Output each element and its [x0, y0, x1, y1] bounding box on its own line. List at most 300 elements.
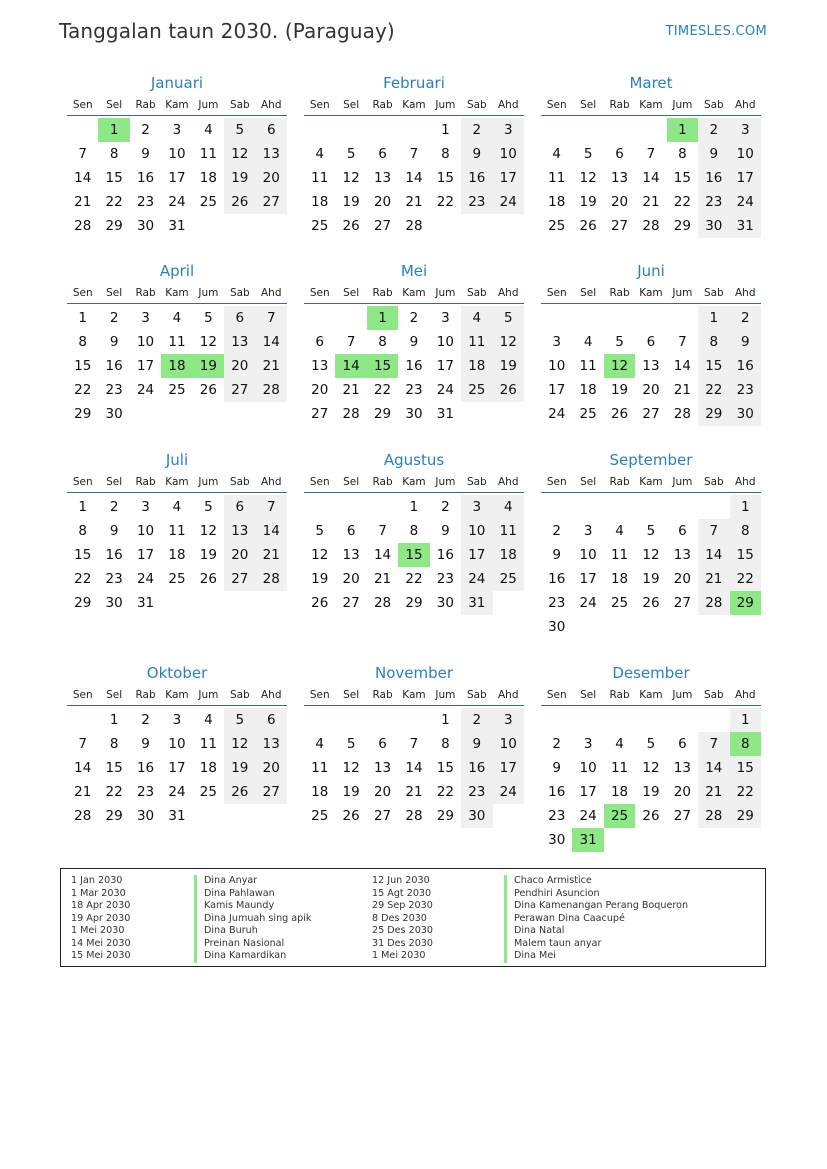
weekday-label: Rab — [135, 99, 156, 111]
day-cell: 27 — [256, 780, 287, 804]
holiday-date: 18 Apr 2030 — [71, 900, 131, 911]
empty-cell — [635, 306, 666, 330]
day-cell: 23 — [698, 190, 729, 214]
day-cell: 11 — [311, 760, 329, 776]
day-cell: 4 — [493, 495, 524, 519]
day-cell: 3 — [552, 334, 561, 350]
day-cell: 25 — [610, 595, 629, 611]
day-cell: 29 — [673, 218, 691, 234]
day-cell: 13 — [673, 760, 691, 776]
month-september — [541, 447, 761, 639]
day-cell: 6 — [224, 495, 255, 519]
weekday-label: Ahd — [734, 476, 756, 488]
weekday-label: Ahd — [260, 99, 282, 111]
week-row — [67, 780, 287, 804]
day-cell: 30 — [698, 214, 729, 238]
legend-left-names — [194, 875, 311, 963]
week-row — [67, 804, 287, 828]
day-cell: 15 — [105, 170, 123, 186]
week-row — [541, 495, 761, 519]
empty-cell — [667, 306, 698, 330]
day-cell: 16 — [136, 170, 155, 186]
day-cell: 12 — [199, 523, 217, 539]
weekday-label: Kam — [402, 476, 426, 488]
day-cell: 7 — [78, 146, 87, 162]
day-cell: 28 — [405, 808, 423, 824]
day-cell: 19 — [342, 194, 360, 210]
day-cell: 30 — [730, 402, 761, 426]
week-row — [67, 214, 287, 238]
week-row — [67, 306, 287, 330]
holiday-day-cell: 19 — [193, 354, 224, 378]
week-row — [541, 142, 761, 166]
day-cell: 30 — [461, 804, 492, 828]
day-cell: 8 — [109, 146, 119, 162]
week-row — [541, 543, 761, 567]
day-cell: 2 — [461, 708, 492, 732]
day-cell: 30 — [136, 808, 155, 824]
legend-left-dates — [71, 875, 131, 963]
week-row — [67, 756, 287, 780]
day-cell: 30 — [105, 406, 123, 422]
day-cell: 6 — [256, 118, 287, 142]
empty-cell — [604, 708, 635, 732]
empty-cell — [461, 402, 492, 426]
empty-cell — [304, 118, 335, 142]
empty-cell — [430, 214, 461, 238]
day-cell: 8 — [109, 736, 119, 752]
day-cell: 16 — [461, 166, 492, 190]
day-cell: 11 — [311, 170, 329, 186]
day-cell: 13 — [610, 170, 629, 186]
day-cell: 24 — [168, 194, 186, 210]
week-row — [67, 330, 287, 354]
day-cell: 1 — [441, 712, 450, 728]
week-row — [304, 519, 524, 543]
day-cell: 24 — [136, 382, 155, 398]
weekday-header — [304, 283, 524, 304]
month-november — [304, 660, 524, 852]
weekday-label: Jum — [672, 287, 693, 299]
day-cell: 18 — [168, 547, 186, 563]
day-cell: 20 — [373, 784, 392, 800]
month-mei — [304, 258, 524, 426]
week-row — [304, 804, 524, 828]
legend-right-dates — [372, 875, 433, 963]
day-cell: 21 — [373, 571, 392, 587]
week-row — [304, 591, 524, 615]
day-cell: 24 — [730, 190, 761, 214]
weekday-label: Sab — [466, 476, 487, 488]
weekday-label: Sel — [343, 476, 360, 488]
month-juli — [67, 447, 287, 639]
day-cell: 8 — [78, 523, 87, 539]
weekday-label: Rab — [372, 287, 393, 299]
day-cell: 16 — [405, 358, 423, 374]
day-cell: 14 — [673, 358, 691, 374]
holiday-day-cell: 29 — [730, 591, 761, 615]
holiday-name: Chaco Armistice — [504, 875, 688, 888]
day-cell: 11 — [579, 358, 597, 374]
day-cell: 3 — [141, 499, 150, 515]
day-cell: 23 — [730, 378, 761, 402]
day-cell: 24 — [579, 595, 597, 611]
empty-cell — [335, 708, 366, 732]
day-cell: 16 — [548, 784, 566, 800]
day-cell: 12 — [342, 170, 360, 186]
weekday-label: Sab — [229, 287, 250, 299]
weekday-label: Kam — [402, 287, 426, 299]
day-cell: 27 — [256, 190, 287, 214]
day-cell: 1 — [78, 310, 87, 326]
week-row — [304, 543, 524, 567]
week-row — [304, 306, 524, 330]
day-cell: 27 — [342, 595, 360, 611]
day-cell: 19 — [199, 547, 217, 563]
week-row — [304, 190, 524, 214]
day-cell: 10 — [136, 523, 155, 539]
month-title: Agustus — [383, 451, 445, 469]
week-row — [304, 402, 524, 426]
holiday-date: 25 Des 2030 — [372, 925, 434, 936]
day-cell: 2 — [109, 310, 119, 326]
week-row — [67, 732, 287, 756]
week-row — [67, 354, 287, 378]
weekday-label: Sel — [106, 689, 123, 701]
month-row — [67, 70, 761, 238]
day-cell: 10 — [493, 142, 524, 166]
holiday-day-cell: 25 — [604, 804, 635, 828]
empty-cell — [604, 495, 635, 519]
empty-cell — [161, 591, 192, 615]
empty-cell — [698, 828, 729, 852]
weekday-label: Ahd — [497, 476, 519, 488]
weekday-label: Sen — [546, 689, 567, 701]
holiday-day-cell: 31 — [572, 828, 603, 852]
day-cell: 8 — [378, 334, 387, 350]
day-cell: 1 — [698, 306, 729, 330]
weekday-label: Ahd — [497, 99, 519, 111]
day-cell: 14 — [256, 519, 287, 543]
week-row — [541, 615, 761, 639]
day-cell: 21 — [405, 784, 423, 800]
weekday-label: Ahd — [734, 689, 756, 701]
weekday-label: Ahd — [734, 99, 756, 111]
weekday-label: Sen — [546, 287, 567, 299]
week-row — [541, 214, 761, 238]
day-cell: 4 — [583, 334, 593, 350]
day-cell: 9 — [141, 736, 150, 752]
week-row — [304, 780, 524, 804]
holiday-name: Dina Anyar — [194, 875, 311, 888]
empty-cell — [367, 708, 398, 732]
weekday-label: Kam — [402, 689, 426, 701]
day-cell: 25 — [311, 218, 329, 234]
day-cell: 26 — [311, 595, 329, 611]
day-cell: 13 — [256, 142, 287, 166]
day-cell: 28 — [373, 595, 392, 611]
day-cell: 22 — [405, 571, 423, 587]
month-title: November — [374, 664, 454, 682]
day-cell: 9 — [141, 146, 150, 162]
week-row — [304, 330, 524, 354]
day-cell: 19 — [610, 382, 629, 398]
day-cell: 13 — [642, 358, 660, 374]
day-cell: 1 — [78, 499, 87, 515]
day-cell: 20 — [224, 354, 255, 378]
day-cell: 20 — [673, 784, 691, 800]
day-cell: 17 — [461, 543, 492, 567]
holiday-day-cell: 1 — [367, 306, 398, 330]
day-cell: 11 — [461, 330, 492, 354]
week-row — [304, 142, 524, 166]
month-title: Maret — [629, 74, 673, 92]
day-cell: 31 — [730, 214, 761, 238]
holiday-name: Dina Kamenangan Perang Boqueron — [504, 900, 688, 913]
day-cell: 25 — [579, 406, 597, 422]
day-cell: 17 — [136, 547, 155, 563]
day-cell: 9 — [461, 732, 492, 756]
empty-cell — [256, 591, 287, 615]
day-cell: 10 — [493, 732, 524, 756]
day-cell: 22 — [436, 194, 454, 210]
weekday-label: Sab — [229, 476, 250, 488]
day-cell: 27 — [224, 567, 255, 591]
week-row — [304, 354, 524, 378]
day-cell: 12 — [493, 330, 524, 354]
day-cell: 2 — [409, 310, 419, 326]
day-cell: 15 — [74, 358, 92, 374]
day-cell: 4 — [552, 146, 561, 162]
day-cell: 16 — [730, 354, 761, 378]
day-cell: 22 — [698, 378, 729, 402]
holiday-day-cell: 15 — [398, 543, 429, 567]
day-cell: 18 — [461, 354, 492, 378]
day-cell: 28 — [673, 406, 691, 422]
day-cell: 7 — [409, 736, 419, 752]
day-cell: 5 — [646, 736, 656, 752]
day-cell: 27 — [373, 218, 392, 234]
day-cell: 3 — [730, 118, 761, 142]
day-cell: 18 — [493, 543, 524, 567]
empty-cell — [541, 118, 572, 142]
day-cell: 17 — [548, 382, 566, 398]
empty-cell — [304, 306, 335, 330]
weekday-label: Sab — [703, 99, 724, 111]
week-row — [67, 591, 287, 615]
weekday-label: Sel — [343, 689, 360, 701]
day-cell: 17 — [493, 756, 524, 780]
weekday-label: Jum — [198, 99, 219, 111]
day-cell: 15 — [105, 760, 123, 776]
day-cell: 2 — [698, 118, 729, 142]
day-cell: 20 — [256, 166, 287, 190]
day-cell: 21 — [74, 194, 92, 210]
day-cell: 27 — [311, 406, 329, 422]
day-cell: 13 — [224, 330, 255, 354]
empty-cell — [130, 402, 161, 426]
day-cell: 19 — [224, 166, 255, 190]
day-cell: 2 — [461, 118, 492, 142]
month-title: Mei — [400, 262, 428, 280]
holiday-name: Dina Jumuah sing apik — [194, 913, 311, 926]
day-cell: 3 — [461, 495, 492, 519]
weekday-label: Rab — [135, 287, 156, 299]
day-cell: 10 — [579, 547, 597, 563]
day-cell: 17 — [136, 358, 155, 374]
day-cell: 9 — [409, 334, 419, 350]
weekday-label: Sab — [466, 99, 487, 111]
day-cell: 4 — [315, 146, 324, 162]
day-cell: 24 — [168, 784, 186, 800]
day-cell: 28 — [74, 808, 92, 824]
empty-cell — [635, 118, 666, 142]
holiday-date: 1 Mar 2030 — [71, 887, 126, 899]
day-cell: 19 — [342, 784, 360, 800]
day-cell: 28 — [698, 591, 729, 615]
day-cell: 4 — [315, 736, 324, 752]
day-cell: 30 — [105, 595, 123, 611]
day-cell: 28 — [74, 218, 92, 234]
empty-cell — [493, 804, 524, 828]
day-cell: 14 — [74, 170, 92, 186]
empty-cell — [541, 708, 572, 732]
day-cell: 21 — [673, 382, 691, 398]
empty-cell — [304, 495, 335, 519]
day-cell: 19 — [311, 571, 329, 587]
day-cell: 24 — [579, 808, 597, 824]
day-cell: 18 — [199, 760, 217, 776]
weekday-header — [304, 95, 524, 116]
day-cell: 21 — [342, 382, 360, 398]
holiday-name: Dina Kamardikan — [194, 950, 311, 963]
day-cell: 23 — [436, 571, 454, 587]
day-cell: 6 — [315, 334, 324, 350]
day-cell: 10 — [579, 760, 597, 776]
weekday-label: Kam — [165, 689, 189, 701]
day-cell: 3 — [141, 310, 150, 326]
weekday-label: Kam — [165, 99, 189, 111]
weekday-label: Sab — [466, 689, 487, 701]
holiday-date: 1 Mei 2030 — [71, 925, 125, 936]
day-cell: 5 — [204, 499, 213, 515]
day-cell: 27 — [673, 808, 691, 824]
week-row — [67, 402, 287, 426]
day-cell: 9 — [552, 547, 561, 563]
day-cell: 2 — [552, 523, 561, 539]
weekday-label: Rab — [609, 689, 630, 701]
day-cell: 16 — [136, 760, 155, 776]
day-cell: 24 — [136, 571, 155, 587]
holiday-name: Kamis Maundy — [194, 900, 311, 913]
day-cell: 31 — [461, 591, 492, 615]
weekday-label: Sel — [343, 287, 360, 299]
day-cell: 13 — [342, 547, 360, 563]
empty-cell — [635, 615, 666, 639]
day-cell: 6 — [378, 736, 387, 752]
week-row — [541, 732, 761, 756]
day-cell: 13 — [673, 547, 691, 563]
day-cell: 24 — [493, 780, 524, 804]
day-cell: 7 — [646, 146, 656, 162]
day-cell: 24 — [548, 406, 566, 422]
empty-cell — [667, 615, 698, 639]
day-cell: 12 — [224, 142, 255, 166]
holiday-name: Dina Natal — [504, 925, 688, 938]
day-cell: 16 — [436, 547, 454, 563]
day-cell: 20 — [256, 756, 287, 780]
holiday-name: Malem taun anyar — [504, 938, 688, 951]
day-cell: 26 — [199, 571, 217, 587]
week-row — [541, 166, 761, 190]
week-row — [67, 378, 287, 402]
weekday-label: Jum — [198, 476, 219, 488]
day-cell: 7 — [78, 736, 87, 752]
weekday-label: Sen — [309, 689, 330, 701]
day-cell: 8 — [698, 330, 729, 354]
day-cell: 17 — [579, 571, 597, 587]
site-logo-link[interactable]: TIMESLES.COM — [665, 24, 767, 39]
day-cell: 18 — [610, 784, 629, 800]
weekday-label: Kam — [639, 99, 663, 111]
day-cell: 25 — [548, 218, 566, 234]
weekday-header — [541, 95, 761, 116]
weekday-label: Rab — [372, 689, 393, 701]
day-cell: 6 — [678, 736, 687, 752]
month-title: Desember — [612, 664, 690, 682]
week-row — [67, 118, 287, 142]
day-cell: 5 — [646, 523, 656, 539]
day-cell: 12 — [311, 547, 329, 563]
month-row — [67, 447, 761, 639]
day-cell: 20 — [642, 382, 660, 398]
empty-cell — [698, 495, 729, 519]
week-row — [541, 306, 761, 330]
day-cell: 9 — [109, 523, 119, 539]
day-cell: 6 — [378, 146, 387, 162]
day-cell: 12 — [579, 170, 597, 186]
day-cell: 15 — [436, 760, 454, 776]
week-row — [541, 804, 761, 828]
day-cell: 2 — [141, 122, 150, 138]
day-cell: 10 — [168, 146, 186, 162]
day-cell: 24 — [461, 567, 492, 591]
week-row — [67, 519, 287, 543]
day-cell: 31 — [436, 406, 454, 422]
day-cell: 12 — [342, 760, 360, 776]
month-title: September — [609, 451, 693, 469]
day-cell: 4 — [461, 306, 492, 330]
weekday-label: Sel — [580, 99, 597, 111]
day-cell: 24 — [493, 190, 524, 214]
day-cell: 10 — [461, 519, 492, 543]
holiday-date: 1 Mei 2030 — [372, 950, 426, 961]
weekday-label: Jum — [672, 99, 693, 111]
day-cell: 21 — [698, 780, 729, 804]
weekday-label: Sab — [703, 476, 724, 488]
day-cell: 25 — [461, 378, 492, 402]
weekday-label: Rab — [609, 287, 630, 299]
day-cell: 31 — [168, 218, 186, 234]
day-cell: 26 — [342, 808, 360, 824]
day-cell: 6 — [256, 708, 287, 732]
empty-cell — [635, 708, 666, 732]
day-cell: 29 — [74, 406, 92, 422]
day-cell: 16 — [698, 166, 729, 190]
weekday-label: Kam — [639, 476, 663, 488]
day-cell: 12 — [642, 760, 660, 776]
weekday-label: Sen — [72, 689, 93, 701]
